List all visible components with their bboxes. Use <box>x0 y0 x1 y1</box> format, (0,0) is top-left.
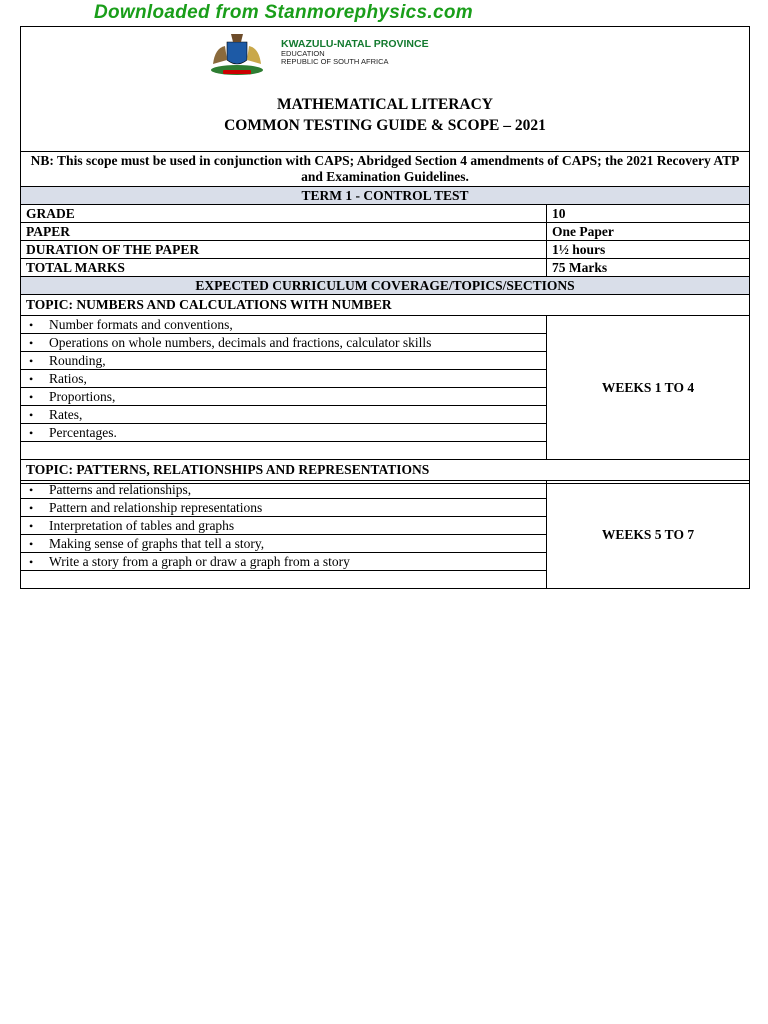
country-name: REPUBLIC OF SOUTH AFRICA <box>281 57 389 66</box>
table-row <box>21 223 750 241</box>
empty-cell <box>21 571 547 589</box>
coat-of-arms-logo <box>205 30 269 78</box>
topic2-item: • Write a story from a graph or draw a graph from a story <box>21 553 547 571</box>
coverage-heading: EXPECTED CURRICULUM COVERAGE/TOPICS/SECTIONS <box>21 277 750 295</box>
duration-label: DURATION OF THE PAPER <box>21 241 547 259</box>
scope-note: NB: This scope must be used in conjunction with CAPS; Abridged Section 4 amendments of CAPS; the 2021 Recovery ATP and Examination Guidelines. <box>21 152 750 187</box>
total-marks-value: 75 Marks <box>547 259 750 277</box>
topic2-item: • Patterns and relationships, <box>21 481 547 499</box>
department-name: EDUCATION <box>281 49 325 58</box>
topic1-item: • Operations on whole numbers, decimals and fractions, calculator skills <box>21 334 547 352</box>
grade-value: 10 <box>547 205 750 223</box>
paper-label: PAPER <box>21 223 547 241</box>
province-name: KWAZULU-NATAL PROVINCE <box>281 38 429 50</box>
topic2-weeks: WEEKS 5 TO 7 <box>547 481 750 589</box>
page-subtitle: COMMON TESTING GUIDE & SCOPE – 2021 <box>224 117 546 134</box>
total-marks-label: TOTAL MARKS <box>21 259 547 277</box>
list-item <box>21 316 750 334</box>
topic1-item: • Proportions, <box>21 388 547 406</box>
table-row <box>21 259 750 277</box>
topic1-item: • Number formats and conventions, <box>21 316 547 334</box>
topic1-title: TOPIC: NUMBERS AND CALCULATIONS WITH NUMBER <box>21 295 750 316</box>
province-header <box>281 38 429 66</box>
page-title: MATHEMATICAL LITERACY <box>276 96 494 113</box>
topic2-item: • Interpretation of tables and graphs <box>21 517 547 535</box>
topic-row <box>21 460 750 481</box>
topic2-item: • Making sense of graphs that tell a story, <box>21 535 547 553</box>
coverage-heading-row <box>21 277 750 295</box>
scope-note-row <box>21 152 750 187</box>
duration-value: 1½ hours <box>547 241 750 259</box>
empty-cell <box>21 442 547 460</box>
topic1-item: • Ratios, <box>21 370 547 388</box>
topic1-item: • Rounding, <box>21 352 547 370</box>
watermark-text: Downloaded from Stanmorephysics.com <box>94 2 473 23</box>
table-row <box>21 241 750 259</box>
topic1-item: • Rates, <box>21 406 547 424</box>
scope-table <box>20 151 750 589</box>
topic2-item: • Pattern and relationship representations <box>21 499 547 517</box>
term1-heading-row <box>21 187 750 205</box>
list-item <box>21 481 750 499</box>
topic-row <box>21 295 750 316</box>
grade-label: GRADE <box>21 205 547 223</box>
table-row <box>21 205 750 223</box>
topic1-item: • Percentages. <box>21 424 547 442</box>
paper-value: One Paper <box>547 223 750 241</box>
topic2-title: TOPIC: PATTERNS, RELATIONSHIPS AND REPRESENTATIONS <box>21 460 750 481</box>
term1-heading: TERM 1 - CONTROL TEST <box>21 187 750 205</box>
topic1-weeks: WEEKS 1 TO 4 <box>547 316 750 460</box>
